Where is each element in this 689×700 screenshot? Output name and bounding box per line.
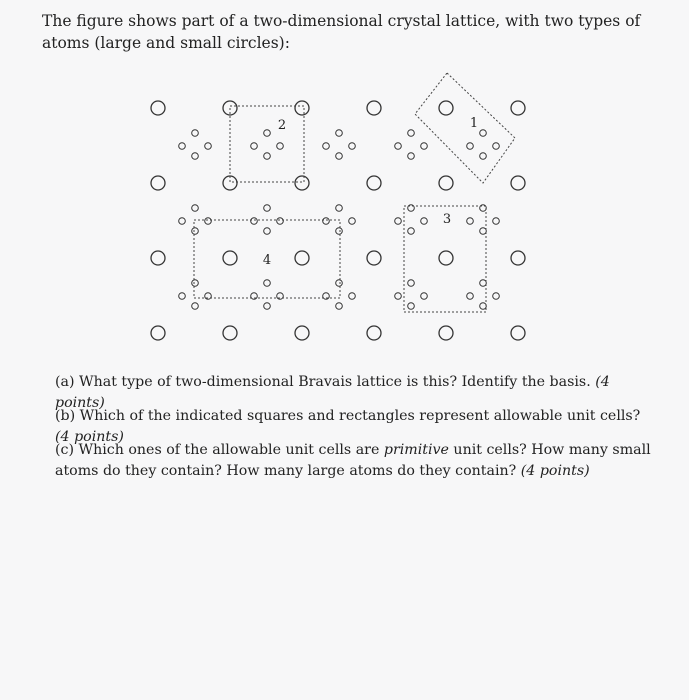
unit-cell-label-4: 4 (262, 253, 272, 268)
question-c-points: (4 points) (520, 463, 590, 479)
small-atom (336, 228, 343, 235)
large-atom (439, 326, 453, 340)
question-a-text: (a) What type of two-dimensional Bravais lattice is this? Identify the basis. (55, 374, 591, 390)
small-atom (421, 293, 428, 300)
large-atom (223, 251, 237, 265)
question-c-text-before: (c) Which ones of the allowable unit cells are (55, 442, 384, 458)
small-atom (336, 153, 343, 160)
small-atom (179, 143, 186, 150)
small-atom (395, 218, 402, 225)
unit-cell-label-1: 1 (469, 116, 479, 131)
small-atom (205, 143, 212, 150)
small-atom (421, 218, 428, 225)
small-atom (192, 228, 199, 235)
small-atom (179, 293, 186, 300)
small-atom (408, 153, 415, 160)
small-atom (480, 153, 487, 160)
large-atom (439, 101, 453, 115)
small-atom (323, 143, 330, 150)
small-atom (480, 228, 487, 235)
large-atom (295, 326, 309, 340)
small-atom (264, 228, 271, 235)
small-atom (323, 218, 330, 225)
question-c (55, 440, 655, 482)
large-atom (367, 176, 381, 190)
small-atom (349, 218, 356, 225)
large-atom (295, 176, 309, 190)
small-atom (336, 205, 343, 212)
small-atom (467, 293, 474, 300)
large-atom (223, 326, 237, 340)
large-atom (367, 326, 381, 340)
question-b-text: (b) Which of the indicated squares and rectangles represent allowable unit cells? (55, 408, 641, 424)
small-atom (408, 228, 415, 235)
large-atom (223, 176, 237, 190)
small-atom (395, 143, 402, 150)
small-atom (205, 218, 212, 225)
small-atom (336, 280, 343, 287)
small-atom (467, 143, 474, 150)
small-atom (264, 153, 271, 160)
small-atom (336, 130, 343, 137)
small-atom (395, 293, 402, 300)
small-atom (192, 205, 199, 212)
small-atom (480, 303, 487, 310)
unit-cell-1-outline (415, 73, 515, 183)
question-c-text-after: unit cells? How many small atoms do they contain? How many large atoms do they contain? (55, 442, 651, 479)
question-c-emphasis: primitive (383, 442, 449, 458)
unit-cell-2-outline (230, 106, 304, 182)
small-atom (264, 130, 271, 137)
small-atom (264, 303, 271, 310)
small-atom (336, 303, 343, 310)
unit-cell-label-2: 2 (277, 118, 287, 133)
small-atom (192, 130, 199, 137)
small-atom (264, 280, 271, 287)
small-atom (192, 280, 199, 287)
small-atom (493, 293, 500, 300)
unit-cell-outlines (194, 73, 515, 312)
small-atom (421, 143, 428, 150)
small-atom (480, 280, 487, 287)
small-atom (493, 143, 500, 150)
large-atom (511, 251, 525, 265)
large-atom (367, 101, 381, 115)
large-atom (439, 251, 453, 265)
large-atom (439, 176, 453, 190)
small-atom (192, 153, 199, 160)
small-atom (179, 218, 186, 225)
small-atom (408, 130, 415, 137)
small-atom (467, 218, 474, 225)
small-atom (277, 143, 284, 150)
small-atom (277, 218, 284, 225)
small-atom (349, 143, 356, 150)
large-atom (511, 176, 525, 190)
small-atom (192, 303, 199, 310)
small-atom (251, 143, 258, 150)
small-atom (408, 303, 415, 310)
large-atom (295, 251, 309, 265)
small-atom (408, 280, 415, 287)
question-a-points: (4 points) (55, 374, 610, 411)
unit-cell-label-3: 3 (442, 212, 452, 227)
large-atom (367, 251, 381, 265)
small-atom (493, 218, 500, 225)
unit-cell-labels (263, 116, 478, 268)
large-atom (295, 101, 309, 115)
small-atom (480, 130, 487, 137)
large-atom (151, 251, 165, 265)
small-atom (251, 218, 258, 225)
small-atom (264, 205, 271, 212)
question-b-points: (4 points) (55, 429, 124, 445)
large-atom (151, 101, 165, 115)
large-atom (151, 176, 165, 190)
large-atom (511, 326, 525, 340)
large-atom (151, 326, 165, 340)
large-atom (511, 101, 525, 115)
problem-intro: The figure shows part of a two-dimensional crystal lattice, with two types of atoms (large and small circles): (42, 12, 641, 52)
small-atom (349, 293, 356, 300)
